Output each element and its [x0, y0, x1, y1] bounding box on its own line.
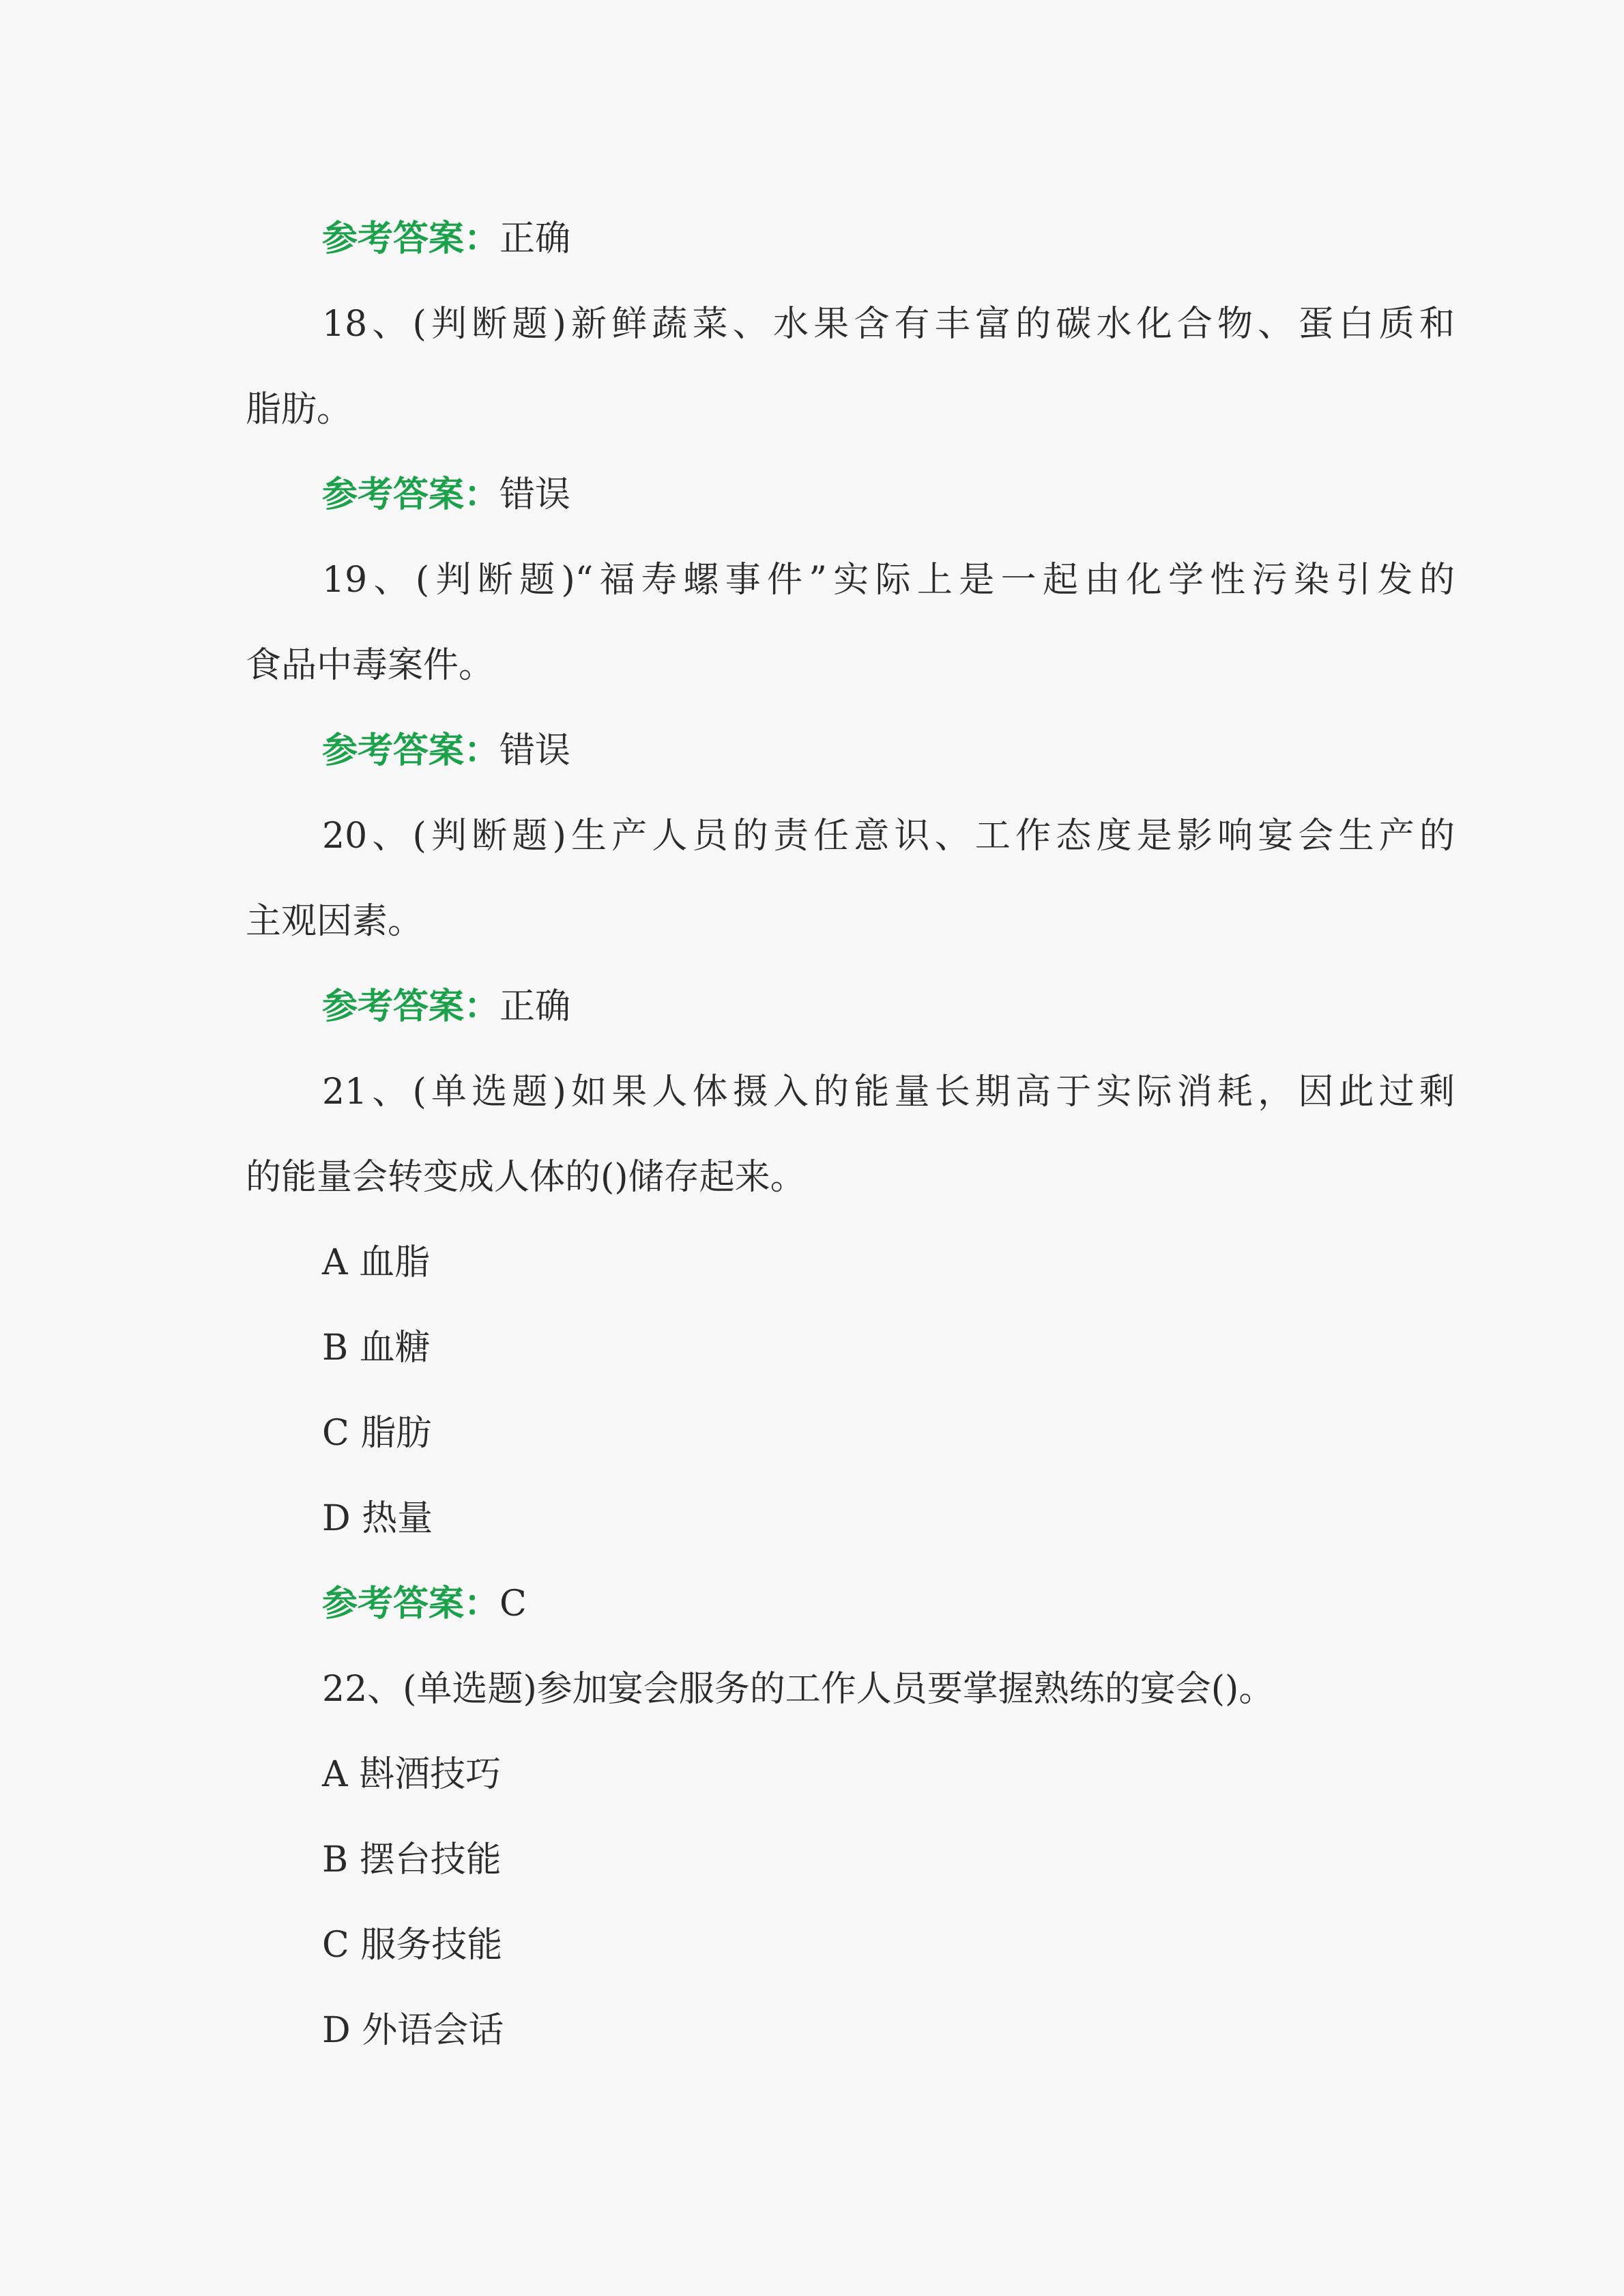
question-text: 21、(单选题)如果人体摄入的能量长期高于实际消耗，因此过剩 — [322, 1072, 1455, 1113]
option-c — [0, 1391, 1624, 1476]
option-text: B 血糖 — [322, 1328, 431, 1368]
answer-value: 错误 — [499, 730, 571, 771]
answer-value: C — [499, 1583, 527, 1624]
answer-label: 参考答案： — [322, 986, 500, 1027]
option-text: D 外语会话 — [322, 2010, 504, 2051]
question-18 — [0, 282, 1624, 367]
question-21-continuation — [0, 1135, 1624, 1220]
question-21 — [0, 1050, 1624, 1135]
option-text: C 服务技能 — [322, 1925, 503, 1966]
question-20-continuation — [0, 879, 1624, 964]
answer-value: 正确 — [499, 218, 571, 259]
answer-label: 参考答案： — [322, 218, 500, 259]
answer-label: 参考答案： — [322, 1583, 500, 1624]
question-text-continuation: 主观因素。 — [246, 901, 424, 942]
option-a — [0, 1220, 1624, 1306]
question-19 — [0, 538, 1624, 623]
answer-label: 参考答案： — [322, 730, 500, 771]
question-text-continuation: 食品中毒案件。 — [246, 645, 495, 686]
question-text: 19、(判断题)“福寿螺事件”实际上是一起由化学性污染引发的 — [322, 560, 1455, 601]
question-text-continuation: 脂肪。 — [246, 389, 353, 430]
question-text-continuation: 的能量会转变成人体的()储存起来。 — [246, 1157, 806, 1198]
option-d — [0, 1988, 1624, 2073]
option-d — [0, 1476, 1624, 1562]
question-18-continuation — [0, 367, 1624, 453]
option-b — [0, 1818, 1624, 1903]
question-20 — [0, 794, 1624, 879]
question-22 — [0, 1647, 1624, 1732]
option-b — [0, 1306, 1624, 1391]
question-text: 22、(单选题)参加宴会服务的工作人员要掌握熟练的宴会()。 — [322, 1669, 1275, 1710]
question-text: 18、(判断题)新鲜蔬菜、水果含有丰富的碳水化合物、蛋白质和 — [322, 304, 1455, 345]
option-text: A 斟酒技巧 — [322, 1754, 502, 1795]
answer-line — [0, 964, 1624, 1050]
answer-line — [0, 1562, 1624, 1647]
answer-line — [0, 708, 1624, 794]
question-19-continuation — [0, 623, 1624, 708]
option-text: D 热量 — [322, 1498, 433, 1539]
answer-value: 正确 — [499, 986, 571, 1027]
question-text: 20、(判断题)生产人员的责任意识、工作态度是影响宴会生产的 — [322, 816, 1455, 857]
option-c — [0, 1903, 1624, 1988]
answer-line — [0, 453, 1624, 538]
answer-label: 参考答案： — [322, 474, 500, 515]
option-text: B 摆台技能 — [322, 1839, 502, 1880]
option-a — [0, 1732, 1624, 1818]
answer-value: 错误 — [499, 474, 571, 515]
option-text: C 脂肪 — [322, 1413, 432, 1454]
option-text: A 血脂 — [322, 1242, 431, 1283]
answer-line — [0, 197, 1624, 282]
